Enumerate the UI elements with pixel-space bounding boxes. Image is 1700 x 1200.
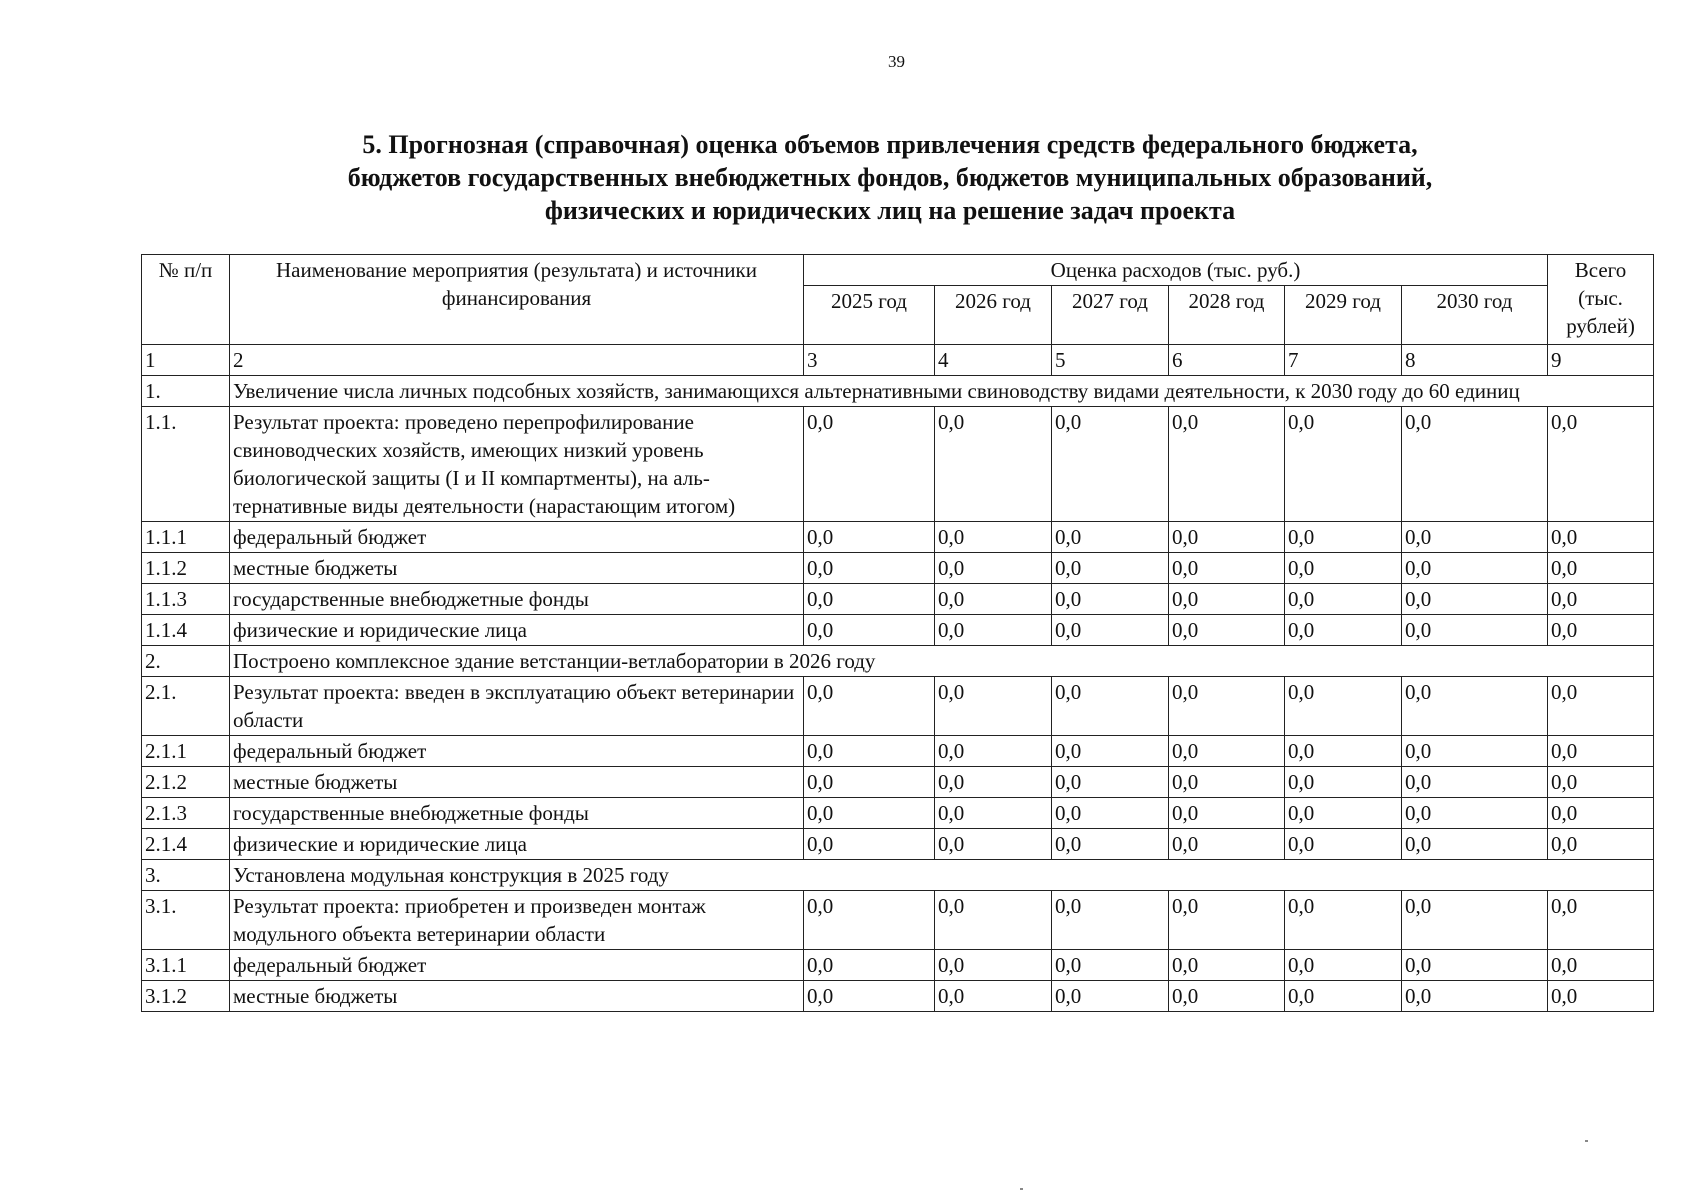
year-value: 0,0 xyxy=(1169,767,1285,798)
year-value: 0,0 xyxy=(1285,677,1402,736)
table-row xyxy=(142,767,1654,798)
year-value: 0,0 xyxy=(1052,553,1169,584)
column-number: 5 xyxy=(1052,345,1169,376)
year-value: 0,0 xyxy=(935,615,1052,646)
row-number: 2.1.2 xyxy=(142,767,230,798)
table-row xyxy=(142,829,1654,860)
year-value: 0,0 xyxy=(1402,553,1548,584)
year-value: 0,0 xyxy=(1052,798,1169,829)
year-value: 0,0 xyxy=(1169,522,1285,553)
year-value: 0,0 xyxy=(935,677,1052,736)
year-value: 0,0 xyxy=(1402,522,1548,553)
year-value: 0,0 xyxy=(1169,615,1285,646)
row-number: 1.1.1 xyxy=(142,522,230,553)
header-year: 2025 год xyxy=(804,286,935,345)
year-value: 0,0 xyxy=(1169,553,1285,584)
total-value: 0,0 xyxy=(1548,950,1654,981)
year-value: 0,0 xyxy=(1402,584,1548,615)
total-value: 0,0 xyxy=(1548,891,1654,950)
section-title: Увеличение числа личных подсобных хозяйств, занимающихся альтернативными свиноводству видами деятельности, к 2030 году до 60 единиц xyxy=(230,376,1654,407)
row-description: федеральный бюджет xyxy=(230,950,804,981)
year-value: 0,0 xyxy=(804,829,935,860)
column-number: 9 xyxy=(1548,345,1654,376)
column-number: 8 xyxy=(1402,345,1548,376)
row-description: местные бюджеты xyxy=(230,553,804,584)
year-value: 0,0 xyxy=(1052,981,1169,1012)
year-value: 0,0 xyxy=(1052,891,1169,950)
row-description: федеральный бюджет xyxy=(230,736,804,767)
table-row xyxy=(142,677,1654,736)
row-number: 3.1.1 xyxy=(142,950,230,981)
year-value: 0,0 xyxy=(1285,950,1402,981)
year-value: 0,0 xyxy=(1169,677,1285,736)
year-value: 0,0 xyxy=(1052,736,1169,767)
year-value: 0,0 xyxy=(804,407,935,522)
total-value: 0,0 xyxy=(1548,736,1654,767)
year-value: 0,0 xyxy=(1052,677,1169,736)
page-number: 39 xyxy=(888,52,905,71)
title-line: бюджетов государственных внебюджетных фондов, бюджетов муниципальных образований, xyxy=(347,163,1433,192)
total-value: 0,0 xyxy=(1548,615,1654,646)
year-value: 0,0 xyxy=(804,677,935,736)
row-number: 2.1.4 xyxy=(142,829,230,860)
year-value: 0,0 xyxy=(1402,677,1548,736)
total-value: 0,0 xyxy=(1548,677,1654,736)
year-value: 0,0 xyxy=(935,798,1052,829)
year-value: 0,0 xyxy=(935,891,1052,950)
section-title: Установлена модульная конструкция в 2025 году xyxy=(230,860,1654,891)
row-number: 1.1.4 xyxy=(142,615,230,646)
year-value: 0,0 xyxy=(804,767,935,798)
year-value: 0,0 xyxy=(804,615,935,646)
year-value: 0,0 xyxy=(1285,829,1402,860)
year-value: 0,0 xyxy=(1052,829,1169,860)
total-value: 0,0 xyxy=(1548,584,1654,615)
header-year: 2027 год xyxy=(1052,286,1169,345)
year-value: 0,0 xyxy=(1169,407,1285,522)
page-title xyxy=(250,128,1530,227)
table-row xyxy=(142,615,1654,646)
year-value: 0,0 xyxy=(935,950,1052,981)
year-value: 0,0 xyxy=(1402,981,1548,1012)
header-total: Всего (тыс. рублей) xyxy=(1548,255,1654,345)
header-estimate: Оценка расходов (тыс. руб.) xyxy=(804,255,1548,286)
column-number: 3 xyxy=(804,345,935,376)
row-number: 2.1.3 xyxy=(142,798,230,829)
year-value: 0,0 xyxy=(935,522,1052,553)
row-number: 1.1.3 xyxy=(142,584,230,615)
year-value: 0,0 xyxy=(935,981,1052,1012)
year-value: 0,0 xyxy=(1052,407,1169,522)
row-description: государственные внебюджетные фонды xyxy=(230,584,804,615)
year-value: 0,0 xyxy=(804,891,935,950)
row-description: физические и юридические лица xyxy=(230,615,804,646)
year-value: 0,0 xyxy=(1285,798,1402,829)
header-row xyxy=(142,255,1654,286)
header-year: 2029 год xyxy=(1285,286,1402,345)
column-number: 6 xyxy=(1169,345,1285,376)
year-value: 0,0 xyxy=(935,829,1052,860)
row-number: 2.1.1 xyxy=(142,736,230,767)
total-value: 0,0 xyxy=(1548,798,1654,829)
title-line: 5. Прогнозная (справочная) оценка объемов привлечения средств федерального бюджета, xyxy=(362,130,1418,159)
year-value: 0,0 xyxy=(1052,584,1169,615)
row-description: местные бюджеты xyxy=(230,981,804,1012)
year-value: 0,0 xyxy=(1285,615,1402,646)
year-value: 0,0 xyxy=(1052,615,1169,646)
table-row xyxy=(142,981,1654,1012)
row-description: государственные внебюджетные фонды xyxy=(230,798,804,829)
section-row xyxy=(142,860,1654,891)
year-value: 0,0 xyxy=(935,553,1052,584)
column-number: 1 xyxy=(142,345,230,376)
row-number: 2.1. xyxy=(142,677,230,736)
year-value: 0,0 xyxy=(1052,767,1169,798)
year-value: 0,0 xyxy=(1402,767,1548,798)
year-value: 0,0 xyxy=(1402,798,1548,829)
column-number: 2 xyxy=(230,345,804,376)
year-value: 0,0 xyxy=(804,553,935,584)
year-value: 0,0 xyxy=(804,798,935,829)
title-line: физических и юридических лиц на решение задач проекта xyxy=(544,196,1236,225)
year-value: 0,0 xyxy=(1169,829,1285,860)
funding-table xyxy=(141,254,1654,1012)
column-number: 4 xyxy=(935,345,1052,376)
header-year: 2028 год xyxy=(1169,286,1285,345)
year-value: 0,0 xyxy=(1285,891,1402,950)
section-title: Построено комплексное здание ветстанции-ветлаборатории в 2026 году xyxy=(230,646,1654,677)
section-row xyxy=(142,646,1654,677)
table-row xyxy=(142,407,1654,522)
row-number: 1. xyxy=(142,376,230,407)
total-value: 0,0 xyxy=(1548,829,1654,860)
year-value: 0,0 xyxy=(1402,950,1548,981)
year-value: 0,0 xyxy=(1285,981,1402,1012)
table-row xyxy=(142,736,1654,767)
year-value: 0,0 xyxy=(804,736,935,767)
row-description: Результат проекта: приобретен и произведен монтаж модульного объекта ветеринарии области xyxy=(230,891,804,950)
year-value: 0,0 xyxy=(1169,950,1285,981)
year-value: 0,0 xyxy=(1402,891,1548,950)
header-num: № п/п xyxy=(142,255,230,345)
table-row xyxy=(142,584,1654,615)
row-description: Результат проекта: введен в эксплуатацию объект ветеринарии области xyxy=(230,677,804,736)
year-value: 0,0 xyxy=(804,584,935,615)
row-number: 3. xyxy=(142,860,230,891)
header-year: 2030 год xyxy=(1402,286,1548,345)
year-value: 0,0 xyxy=(1169,736,1285,767)
year-value: 0,0 xyxy=(1169,798,1285,829)
row-description: физические и юридические лица xyxy=(230,829,804,860)
row-number: 1.1.2 xyxy=(142,553,230,584)
row-number: 3.1. xyxy=(142,891,230,950)
year-value: 0,0 xyxy=(1169,584,1285,615)
year-value: 0,0 xyxy=(1285,522,1402,553)
total-value: 0,0 xyxy=(1548,981,1654,1012)
row-description: Результат проекта: проведено перепрофилирование свиноводческих хозяйств, имеющих низкий уровень биологической защиты (I и II компартменты), на альтернативные виды деятельности (нарастающим итогом) xyxy=(230,407,804,522)
year-value: 0,0 xyxy=(1052,950,1169,981)
year-value: 0,0 xyxy=(804,522,935,553)
total-value: 0,0 xyxy=(1548,522,1654,553)
year-value: 0,0 xyxy=(1169,891,1285,950)
column-number-row xyxy=(142,345,1654,376)
row-number: 1.1. xyxy=(142,407,230,522)
year-value: 0,0 xyxy=(804,950,935,981)
row-description: местные бюджеты xyxy=(230,767,804,798)
year-value: 0,0 xyxy=(935,767,1052,798)
year-value: 0,0 xyxy=(1285,553,1402,584)
year-value: 0,0 xyxy=(935,584,1052,615)
table-row xyxy=(142,553,1654,584)
table-row xyxy=(142,950,1654,981)
year-value: 0,0 xyxy=(1402,407,1548,522)
total-value: 0,0 xyxy=(1548,407,1654,522)
year-value: 0,0 xyxy=(1402,736,1548,767)
table-row xyxy=(142,891,1654,950)
row-description: федеральный бюджет xyxy=(230,522,804,553)
scan-speck xyxy=(1020,1188,1023,1190)
header-name: Наименование мероприятия (результата) и источники финансирования xyxy=(230,255,804,345)
year-value: 0,0 xyxy=(1402,615,1548,646)
column-number: 7 xyxy=(1285,345,1402,376)
total-value: 0,0 xyxy=(1548,767,1654,798)
scan-speck xyxy=(1585,1140,1588,1142)
year-value: 0,0 xyxy=(1052,522,1169,553)
table-body xyxy=(142,376,1654,1012)
year-value: 0,0 xyxy=(1169,981,1285,1012)
year-value: 0,0 xyxy=(804,981,935,1012)
year-value: 0,0 xyxy=(1402,829,1548,860)
row-number: 2. xyxy=(142,646,230,677)
year-value: 0,0 xyxy=(1285,407,1402,522)
year-value: 0,0 xyxy=(1285,736,1402,767)
year-value: 0,0 xyxy=(1285,584,1402,615)
total-value: 0,0 xyxy=(1548,553,1654,584)
table-row xyxy=(142,522,1654,553)
section-row xyxy=(142,376,1654,407)
year-value: 0,0 xyxy=(935,407,1052,522)
year-value: 0,0 xyxy=(1285,767,1402,798)
row-number: 3.1.2 xyxy=(142,981,230,1012)
table-row xyxy=(142,798,1654,829)
header-year: 2026 год xyxy=(935,286,1052,345)
year-value: 0,0 xyxy=(935,736,1052,767)
